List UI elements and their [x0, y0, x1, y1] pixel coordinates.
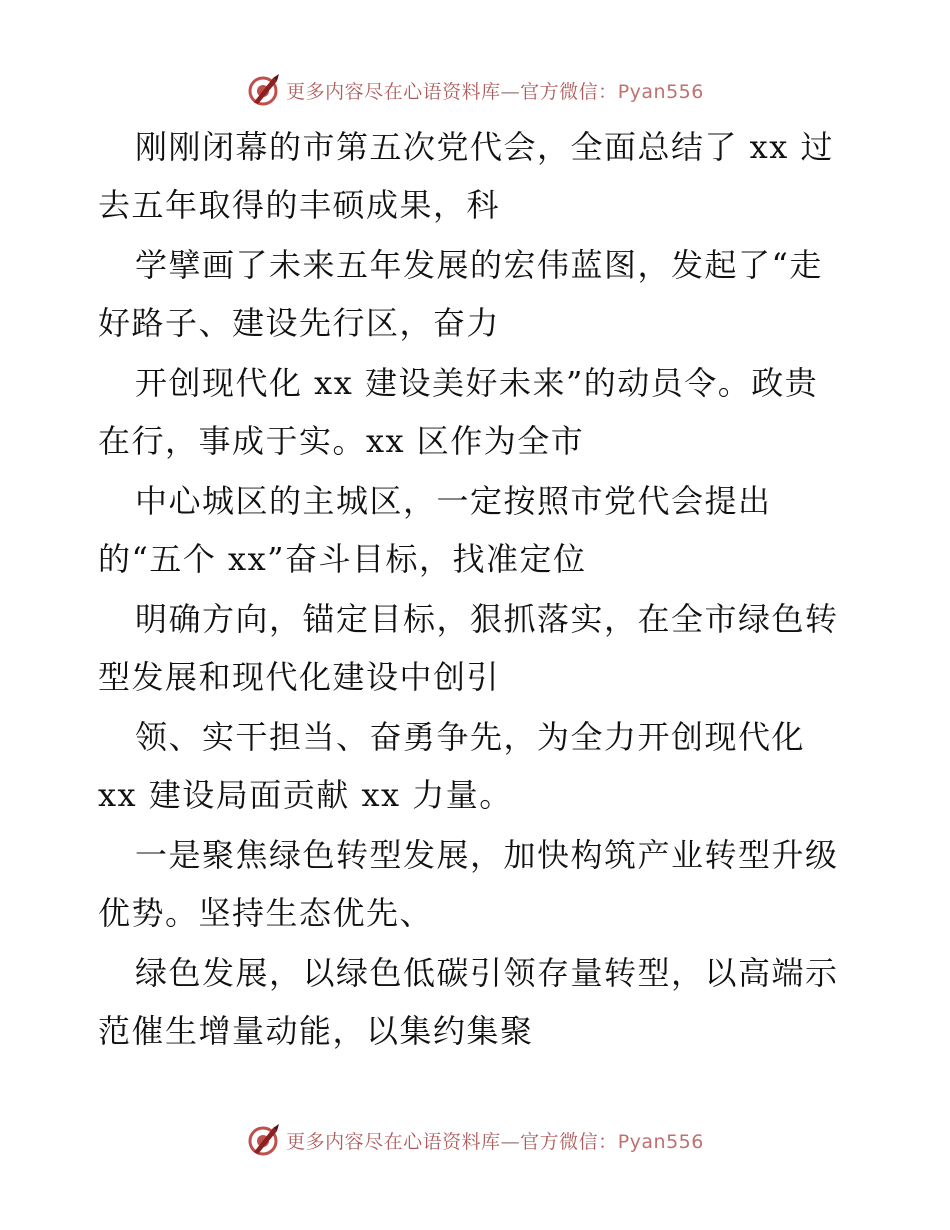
- text-line: 的“五个 xx”奋斗目标，找准定位: [98, 540, 587, 578]
- text-line: xx 建设局面贡献 xx 力量。: [98, 776, 513, 814]
- banner-main-text: 更多内容尽在心语资料库: [286, 1130, 501, 1153]
- quill-logo-icon: [246, 1122, 282, 1158]
- text-line: 学擘画了未来五年发展的宏伟蓝图，发起了“走: [135, 246, 823, 284]
- banner-wechat-label: 官方微信：: [520, 80, 618, 103]
- text-line: 好路子、建设先行区，奋力: [98, 304, 501, 342]
- text-line: 一是聚焦绿色转型发展，加快构筑产业转型升级: [135, 836, 839, 874]
- text-line: 型发展和现代化建设中创引: [98, 658, 501, 696]
- text-line: 中心城区的主城区，一定按照市党代会提出: [135, 482, 772, 520]
- banner-dash: —: [500, 80, 521, 103]
- banner-wechat-id: Pyan556: [617, 1130, 704, 1153]
- text-line: 刚刚闭幕的市第五次党代会，全面总结了 xx 过: [135, 128, 834, 166]
- text-line: 绿色发展，以绿色低碳引领存量转型，以高端示: [135, 954, 839, 992]
- banner-main-text: 更多内容尽在心语资料库: [286, 80, 501, 103]
- text-line: 开创现代化 xx 建设美好未来”的动员令。政贵: [135, 364, 819, 402]
- text-line: 领、实干担当、奋勇争先，为全力开创现代化: [135, 718, 806, 756]
- quill-logo-icon: [246, 72, 282, 108]
- text-line: 去五年取得的丰硕成果，科: [98, 186, 501, 224]
- banner-dash: —: [500, 1130, 521, 1153]
- banner-wechat-id: Pyan556: [617, 80, 704, 103]
- footer-watermark-banner: [0, 1120, 950, 1160]
- banner-wechat-label: 官方微信：: [520, 1130, 618, 1153]
- text-line: 范催生增量动能，以集约集聚: [98, 1012, 534, 1050]
- header-watermark-banner: [0, 70, 950, 110]
- text-line: 明确方向，锚定目标，狠抓落实，在全市绿色转: [135, 600, 839, 638]
- text-line: 在行，事成于实。xx 区作为全市: [98, 422, 585, 460]
- text-line: 优势。坚持生态优先、: [98, 894, 434, 932]
